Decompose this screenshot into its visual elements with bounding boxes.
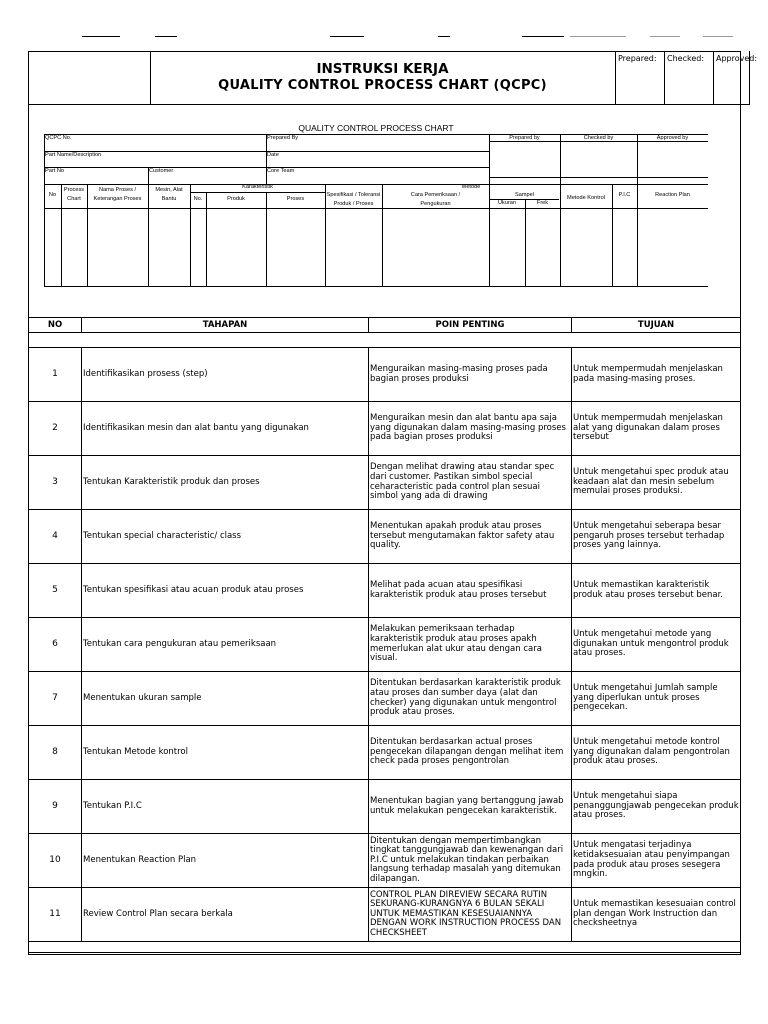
part-name-label: Part Name/Description (45, 152, 102, 158)
cell-no: 3 (29, 456, 82, 510)
cell-poin-penting: Ditentukan berdasarkan karakteristik produk atau proses dan sumber daya (alat dan checker) yang digunakan untuk mengontrol produk atau proses. (369, 672, 572, 726)
approved-box (713, 51, 758, 104)
cell-poin-penting: Menentukan apakah produk atau proses tersebut mengutamakan faktor safety atau quality. (369, 510, 572, 564)
col-k-proses: Proses (286, 196, 305, 202)
cell-tujuan: Untuk mengetahui metode yang digunakan untuk mengontrol produk atau proses. (572, 618, 741, 672)
cell-poin-penting: Menguraikan masing-masing proses pada bagian proses produksi (369, 348, 572, 402)
cell-poin-penting: Menentukan bagian yang bertanggung jawab untuk melakukan pengecekan karakteristik. (369, 780, 572, 834)
table-row (29, 780, 741, 834)
spacer-row (29, 942, 741, 953)
table-row (29, 348, 741, 402)
cell-tujuan: Untuk mengetahui Jumlah sample yang diperlukan untuk proses pengecekan. (572, 672, 741, 726)
col-spesifikasi-1: Spesifikasi / Toleransi (326, 192, 381, 198)
cell-tahapan: Tentukan P.I.C (82, 780, 369, 834)
prepared-label: Prepared: (618, 54, 657, 63)
cell-tujuan: Untuk mengetahui metode kontrol yang digunakan dalam pengontrolan produk atau proses. (572, 726, 741, 780)
approval-boxes (615, 51, 758, 104)
cell-tahapan: Menentukan ukuran sample (82, 672, 369, 726)
col-frek: Frek (536, 200, 549, 206)
checked-box (664, 51, 713, 104)
header-tujuan: TUJUAN (572, 318, 741, 333)
part-no-label: Part No (45, 168, 64, 174)
cell-tujuan: Untuk mengetahui spec produk atau keadaan alat dan mesin sebelum memulai proses produksi. (572, 456, 741, 510)
spacer-row (29, 333, 741, 348)
cell-no: 6 (29, 618, 82, 672)
cell-tujuan: Untuk mengatasi terjadinya ketidaksesuaian atau penyimpangan pada produk atau proses sesegera mngkin. (572, 834, 741, 888)
qcpc-sample-chart (44, 121, 708, 287)
cell-no: 1 (29, 348, 82, 402)
cell-no: 2 (29, 402, 82, 456)
col-ukuran: Ukuran (497, 200, 517, 206)
instruction-table (28, 317, 741, 953)
cell-tahapan: Tentukan spesifikasi atau acuan produk atau proses (82, 564, 369, 618)
cell-poin-penting: Ditentukan dengan mempertimbangkan tingkat tanggungjawab dan kewenangan dari P.I.C untuk melakukan tindakan perbaikan langsung terhadap masalah yang ditemukan dilapangan. (369, 834, 572, 888)
cell-tujuan: Untuk memastikan kesesuaian control plan dengan Work Instruction dan checksheetnya (572, 888, 741, 942)
cell-tahapan: Tentukan special characteristic/ class (82, 510, 369, 564)
table-header-row (29, 318, 741, 333)
table-row (29, 402, 741, 456)
col-metode-kontrol: Metode Kontrol (567, 195, 605, 201)
cell-tahapan: Identifikasikan mesin dan alat bantu yang digunakan (82, 402, 369, 456)
cell-no: 7 (29, 672, 82, 726)
title-line-2: QUALITY CONTROL PROCESS CHART (QCPC) (218, 78, 547, 93)
prepared-by-small: Prepared by (509, 135, 540, 141)
customer-label: Customer (149, 168, 174, 174)
cell-tahapan: Review Control Plan secara berkala (82, 888, 369, 942)
approved-label: Approved: (716, 54, 758, 63)
cell-tujuan: Untuk mengetahui seberapa besar pengaruh proses tersebut terhadap proses yang lainnya. (572, 510, 741, 564)
cell-tujuan: Untuk mempermudah menjelaskan pada masing-masing proses. (572, 348, 741, 402)
col-mesin-1: Mesin, Alat (155, 187, 183, 193)
col-cara-1: Cara Pemeriksaan / (410, 192, 461, 198)
document-title (150, 51, 615, 104)
cell-tahapan: Tentukan Metode kontrol (82, 726, 369, 780)
cell-tujuan: Untuk mempermudah menjelaskan alat yang digunakan dalam proses tersebut (572, 402, 741, 456)
top-line (522, 36, 564, 37)
top-line (650, 36, 680, 37)
col-reaction-plan: Reaction Plan (655, 192, 690, 198)
cell-poin-penting: Menguraikan mesin dan alat bantu apa saja yang digunakan dalam masing-masing proses pada bagian proses produksi (369, 402, 572, 456)
logo-area (28, 51, 151, 104)
col-metode: Metode (461, 184, 481, 190)
table-row (29, 834, 741, 888)
cell-no: 4 (29, 510, 82, 564)
approval-boxes-bottom (615, 104, 750, 105)
header-divider (28, 104, 615, 105)
prepared-box (615, 51, 664, 104)
cell-tahapan: Tentukan Karakteristik produk dan proses (82, 456, 369, 510)
table-row (29, 456, 741, 510)
checked-label: Checked: (667, 54, 705, 63)
prepared-by-label: Prepared By (267, 135, 299, 141)
approved-by-small: Approved by (656, 135, 689, 141)
col-mesin-2: Bantu (161, 196, 177, 202)
cell-tujuan: Untuk mengetahui siapa penanggungjawab pengecekan produk atau proses. (572, 780, 741, 834)
header-tahapan: TAHAPAN (82, 318, 369, 333)
col-k-no: No. (193, 196, 203, 202)
qcpc-caption: QUALITY CONTROL PROCESS CHART (298, 123, 454, 133)
table-row (29, 618, 741, 672)
top-line (82, 36, 120, 37)
cell-no: 10 (29, 834, 82, 888)
date-label: Date (267, 152, 279, 158)
header-no: NO (29, 318, 82, 333)
cell-tahapan: Menentukan Reaction Plan (82, 834, 369, 888)
col-pic: P.I.C (618, 192, 631, 198)
cell-poin-penting: Melihat pada acuan atau spesifikasi karakteristik produk atau proses tersebut (369, 564, 572, 618)
table-row (29, 888, 741, 942)
top-line (438, 36, 450, 37)
cell-no: 9 (29, 780, 82, 834)
col-sampel: Sampel (515, 192, 534, 198)
cell-no: 5 (29, 564, 82, 618)
title-line-1: INSTRUKSI KERJA (316, 61, 449, 77)
top-line (330, 36, 364, 37)
cell-poin-penting: Melakukan pemeriksaan terhadap karakteristik produk atau proses apakh memerlukan alat ukur atau dengan cara visual. (369, 618, 572, 672)
qcpc-no-label: QCPC No. (45, 135, 72, 141)
cell-no: 11 (29, 888, 82, 942)
table-row (29, 672, 741, 726)
col-k-produk: Produk (227, 196, 245, 202)
col-process-1: Process (63, 187, 85, 193)
col-nama-1: Nama Proses / (99, 187, 136, 193)
cell-tahapan: Identifikasikan prosess (step) (82, 348, 369, 402)
col-spesifikasi-2: Produk / Proses (333, 201, 374, 207)
table-row (29, 510, 741, 564)
table-row (29, 726, 741, 780)
header-poin-penting: POIN PENTING (369, 318, 572, 333)
top-line (155, 36, 177, 37)
col-process-2: Chart (67, 196, 81, 202)
top-line (703, 36, 733, 37)
cell-poin-penting: CONTROL PLAN DIREVIEW SECARA RUTIN SEKURANG-KURANGNYA 6 BULAN SEKALI UNTUK MEMASTIKAN KESESUAIANNYA DENGAN WORK INSTRUCTION PROCESS DAN CHECKSHEET (369, 888, 572, 942)
cell-tujuan: Untuk memastikan karakteristik produk atau proses tersebut benar. (572, 564, 741, 618)
col-no: No (48, 192, 57, 198)
core-team-label: Core Team (267, 168, 295, 174)
top-line (570, 36, 626, 37)
col-karakteristik: Karakteristik (242, 184, 273, 190)
cell-poin-penting: Dengan melihat drawing atau standar spec dari customer. Pastikan simbol special ceharacteristic pada control plan sesuai simbol yang ada di drawing (369, 456, 572, 510)
checked-by-small: Checked by (583, 135, 614, 141)
cell-no: 8 (29, 726, 82, 780)
table-row (29, 564, 741, 618)
col-cara-2: Pengukuran (420, 201, 451, 207)
cell-poin-penting: Ditentukan berdasarkan actual proses pengecekan dilapangan dengan melihat item check pada proses pengontrolan (369, 726, 572, 780)
col-nama-2: Keterangan Proses (93, 196, 142, 202)
cell-tahapan: Tentukan cara pengukuran atau pemeriksaan (82, 618, 369, 672)
